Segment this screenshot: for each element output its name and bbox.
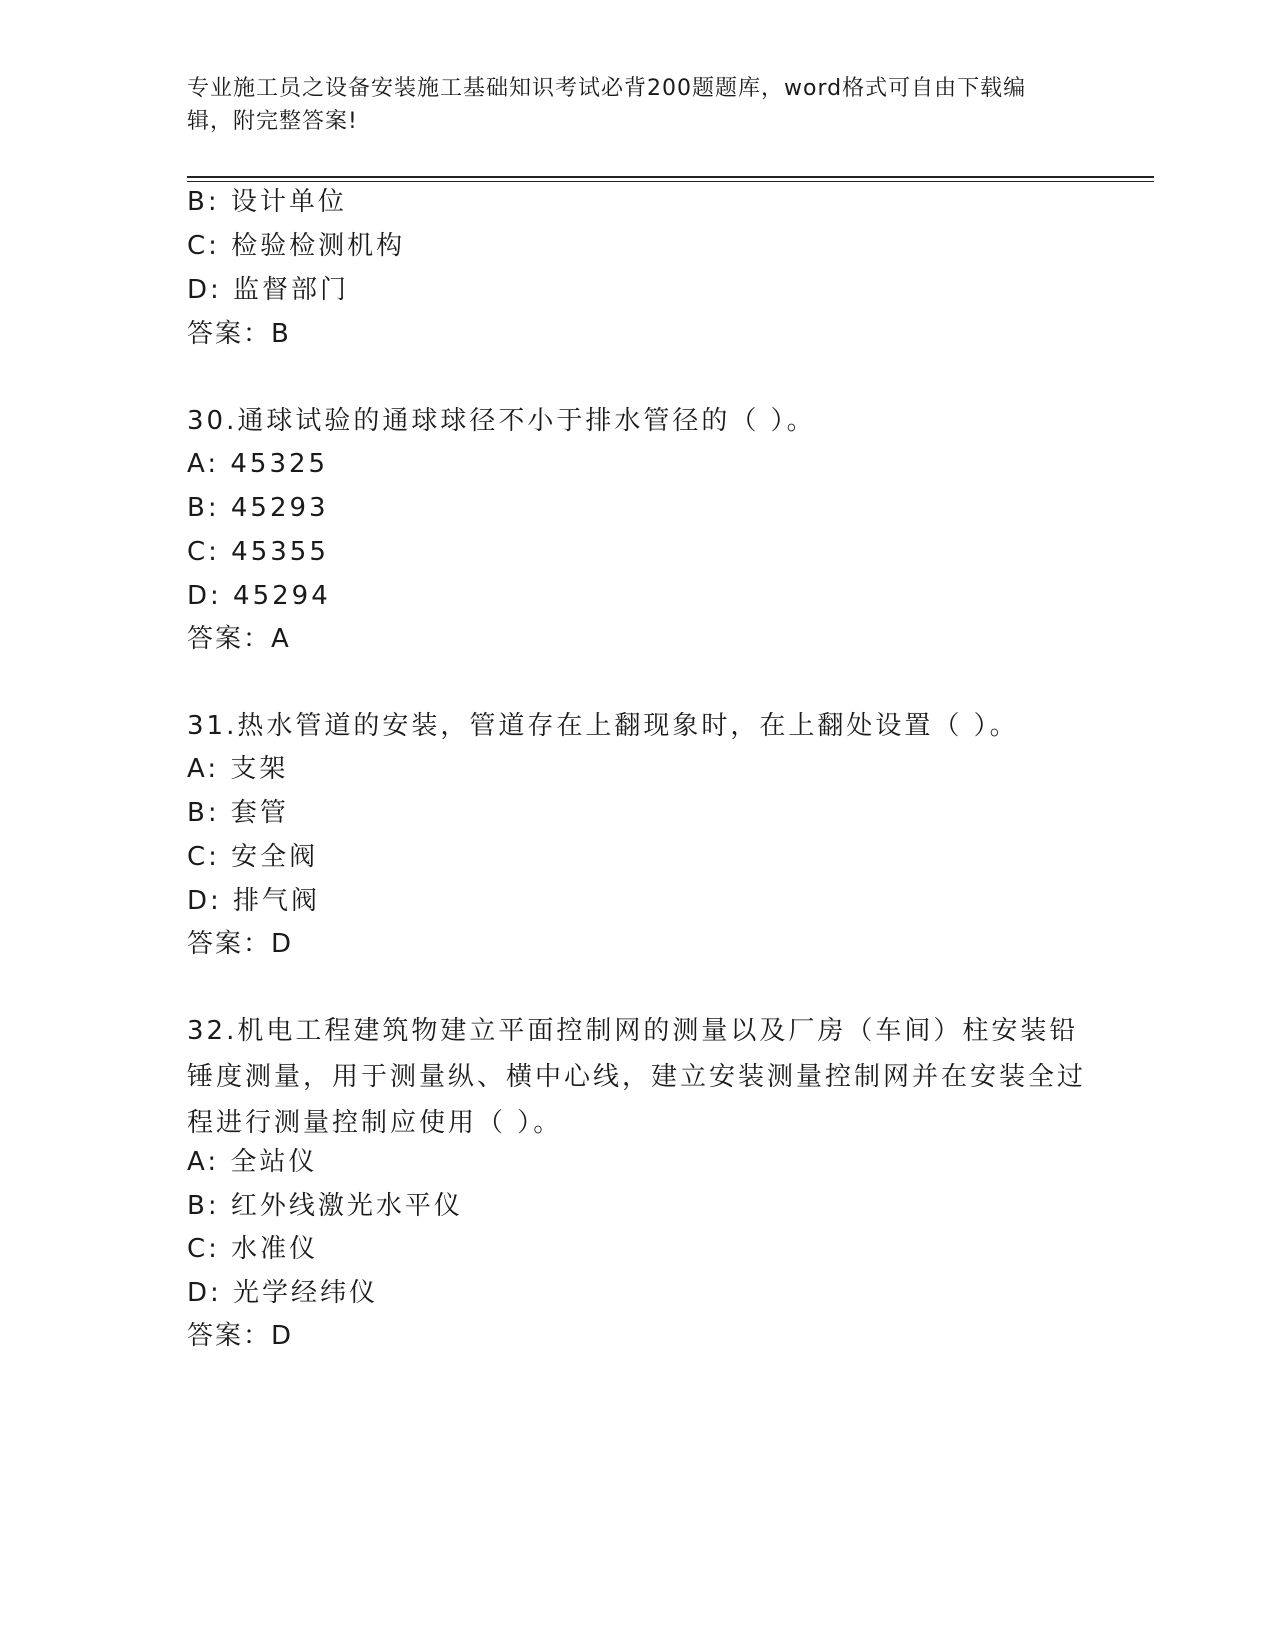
question-32-answer: 答案：D (187, 1321, 294, 1351)
header-divider (187, 176, 1154, 182)
question-30-text: 30.通球试验的通球球径不小于排水管径的（ ）。 (187, 406, 816, 436)
question-30-option-b: B: 45293 (187, 493, 329, 523)
prev-answer: 答案：B (187, 319, 291, 349)
page-header-title: 专业施工员之设备安装施工基础知识考试必背200题题库，word格式可自由下载编辑，附完整答案! (187, 76, 1027, 134)
prev-option-c: C: 检验检测机构 (187, 231, 406, 261)
question-30-option-c: C: 45355 (187, 537, 329, 567)
question-32-option-d: D: 光学经纬仪 (187, 1278, 379, 1308)
question-31-option-a: A: 支架 (187, 754, 289, 784)
question-31-option-c: C: 安全阀 (187, 842, 319, 872)
question-31-option-b: B: 套管 (187, 798, 289, 828)
question-31-text: 31.热水管道的安装，管道存在上翻现象时，在上翻处设置（ ）。 (187, 711, 1019, 741)
prev-option-d: D: 监督部门 (187, 275, 350, 305)
question-30-option-d: D: 45294 (187, 581, 331, 611)
question-32-option-c: C: 水准仪 (187, 1234, 319, 1264)
question-30-answer: 答案：A (187, 624, 291, 654)
question-32-text: 32.机电工程建筑物建立平面控制网的测量以及厂房（车间）柱安装铅锤度测量，用于测量纵、横中心线，建立安装测量控制网并在安装全过程进行测量控制应使用（ ）。 (187, 1016, 1087, 1138)
question-31-answer: 答案：D (187, 929, 294, 959)
question-32-option-a: A: 全站仪 (187, 1147, 318, 1177)
question-32-option-b: B: 红外线激光水平仪 (187, 1191, 463, 1221)
prev-option-b: B: 设计单位 (187, 187, 347, 217)
question-31-option-d: D: 排气阀 (187, 886, 321, 916)
question-30-option-a: A: 45325 (187, 449, 329, 479)
